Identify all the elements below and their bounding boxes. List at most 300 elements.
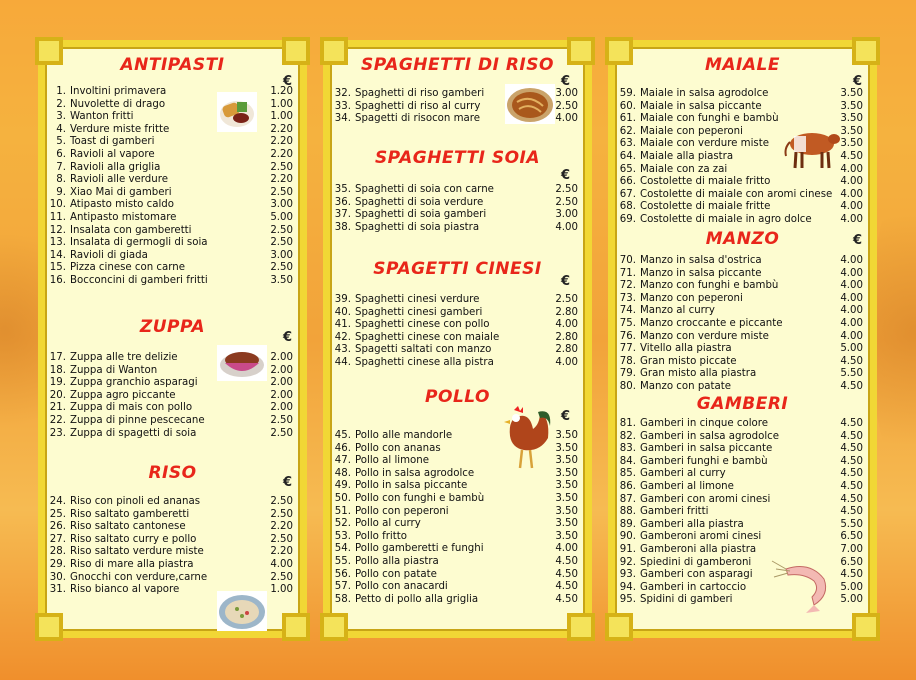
menu-item: [617, 456, 863, 469]
item-number: 36.: [334, 196, 351, 208]
menu-item: [617, 381, 863, 394]
item-price: 2.80: [555, 344, 578, 356]
item-number: 67.: [619, 188, 636, 200]
item-price: 2.50: [270, 533, 293, 545]
item-price: 2.20: [270, 521, 293, 533]
item-price: 2.50: [270, 237, 293, 249]
item-number: 68.: [619, 201, 636, 213]
item-number: 81.: [619, 418, 636, 429]
item-number: 95.: [619, 594, 636, 606]
item-price: 2.20: [270, 136, 293, 148]
item-number: 63.: [619, 138, 636, 150]
item-number: 35.: [334, 184, 351, 195]
item-number: 5.: [56, 136, 66, 148]
item-price: 6.50: [840, 556, 863, 568]
item-price: 4.00: [840, 201, 863, 213]
item-name: Spaghetti cinesi gamberi: [355, 306, 483, 318]
item-name: Verdure miste fritte: [70, 123, 170, 135]
item-number: 38.: [334, 221, 351, 233]
item-number: 71.: [619, 267, 636, 279]
section-title-pollo: POLLO: [425, 387, 490, 407]
item-name: Gamberi in salsa agrodolce: [640, 430, 780, 442]
item-number: 65.: [619, 163, 636, 175]
euro-symbol: €: [560, 409, 570, 424]
item-name: Riso saltato gamberetti: [70, 508, 190, 520]
menu-item: [617, 443, 863, 456]
item-number: 72.: [619, 280, 636, 292]
menu-item: [617, 293, 863, 306]
item-number: 23.: [49, 427, 66, 439]
item-price: 3.50: [840, 88, 863, 99]
item-price: 2.20: [270, 546, 293, 558]
item-price: 3.50: [270, 274, 293, 286]
panel-corner: [282, 613, 310, 641]
menu-item: [332, 332, 578, 345]
item-price: 3.50: [555, 430, 578, 441]
item-name: Spaghetti cinese con maiale: [355, 331, 500, 343]
item-number: 55.: [334, 555, 351, 567]
menu-item: [617, 494, 863, 507]
item-name: Gamberi fritti: [640, 506, 709, 518]
item-number: 4.: [56, 123, 66, 135]
item-price: 2.00: [270, 377, 293, 389]
item-price: 2.00: [270, 352, 293, 363]
item-name: Maiale in salsa piccante: [640, 100, 762, 112]
item-price: 1.00: [270, 111, 293, 123]
item-price: 3.50: [555, 530, 578, 542]
item-name: Riso saltato curry e pollo: [70, 533, 197, 545]
item-name: Spaghetti di soia piastra: [355, 221, 480, 233]
item-name: Antipasto mistomare: [70, 211, 177, 223]
menu-item: [617, 101, 863, 114]
menu-item: [332, 531, 578, 544]
item-number: 57.: [334, 581, 351, 593]
menu-item: [332, 222, 578, 235]
euro-symbol: €: [282, 330, 292, 345]
item-number: 10.: [49, 199, 66, 211]
item-number: 31.: [49, 584, 66, 596]
item-number: 25.: [49, 508, 66, 520]
item-name: Bocconcini di gamberi fritti: [70, 274, 208, 286]
item-price: 5.00: [840, 343, 863, 355]
item-number: 59.: [619, 88, 636, 99]
item-price: 2.50: [270, 224, 293, 236]
item-number: 40.: [334, 306, 351, 318]
menu-item: [332, 344, 578, 357]
item-name: Pollo al curry: [355, 518, 421, 530]
noodle-plate-photo: [505, 84, 555, 124]
item-price: 4.00: [840, 213, 863, 225]
item-number: 45.: [334, 430, 351, 441]
cow-icon: [780, 124, 842, 170]
item-number: 41.: [334, 319, 351, 331]
item-price: 4.50: [840, 506, 863, 518]
item-number: 16.: [49, 274, 66, 286]
item-number: 83.: [619, 443, 636, 455]
item-name: Maiale con za zai: [640, 163, 728, 175]
menu-item: [332, 319, 578, 332]
item-price: 4.50: [840, 569, 863, 581]
item-name: Manzo con funghi e bambù: [640, 280, 779, 292]
section-title-spaghetti-di-riso: SPAGHETTI DI RISO: [361, 55, 554, 75]
menu-item: [617, 418, 863, 431]
item-number: 50.: [334, 492, 351, 504]
item-number: 58.: [334, 593, 351, 605]
item-price: 4.00: [555, 221, 578, 233]
item-price: 3.50: [555, 505, 578, 517]
item-name: Pizza cinese con carne: [70, 262, 186, 274]
menu-item: [332, 556, 578, 569]
item-number: 66.: [619, 176, 636, 188]
item-number: 90.: [619, 531, 636, 543]
item-price: 3.50: [840, 138, 863, 150]
item-price: 3.00: [270, 199, 293, 211]
item-name: Pollo con funghi e bambù: [355, 492, 485, 504]
item-number: 20.: [49, 389, 66, 401]
menu-item: [332, 518, 578, 531]
item-name: Riso con pinoli ed ananas: [70, 496, 201, 507]
menu-item: [617, 343, 863, 356]
menu-item: [47, 149, 293, 162]
item-number: 89.: [619, 518, 636, 530]
item-name: Pollo con patate: [355, 568, 437, 580]
item-name: Maiale con peperoni: [640, 125, 743, 137]
item-name: Maiale in salsa agrodolce: [640, 88, 769, 99]
euro-symbol: €: [282, 475, 292, 490]
menu-item: [47, 390, 293, 403]
menu-item: [47, 428, 293, 441]
item-price: 3.50: [555, 467, 578, 479]
item-price: 2.20: [270, 123, 293, 135]
rice-plate-photo: [217, 591, 267, 631]
menu-item: [47, 572, 293, 585]
item-number: 2.: [56, 98, 66, 110]
menu-item: [617, 280, 863, 293]
section-title-gamberi: GAMBERI: [696, 394, 789, 414]
item-name: Spiedini di gamberoni: [640, 556, 752, 568]
item-number: 79.: [619, 368, 636, 380]
menu-item: [617, 189, 863, 202]
menu-item: [617, 176, 863, 189]
item-name: Nuvolette di drago: [70, 98, 166, 110]
menu-item: [47, 212, 293, 225]
item-number: 51.: [334, 505, 351, 517]
panel-corner: [320, 613, 348, 641]
menu-item: [332, 506, 578, 519]
item-price: 4.00: [840, 305, 863, 317]
item-number: 82.: [619, 430, 636, 442]
euro-symbol: €: [282, 74, 292, 89]
menu-item: [617, 481, 863, 494]
item-number: 42.: [334, 331, 351, 343]
item-number: 6.: [56, 148, 66, 160]
item-price: 3.50: [840, 100, 863, 112]
item-number: 77.: [619, 343, 636, 355]
menu-item: [47, 275, 293, 288]
item-price: 4.00: [840, 255, 863, 266]
item-price: 3.50: [840, 113, 863, 125]
item-number: 52.: [334, 518, 351, 530]
item-name: Manzo in salsa d'ostrica: [640, 255, 762, 266]
menu-item: [617, 431, 863, 444]
menu-item: [47, 187, 293, 200]
item-price: 3.00: [555, 88, 578, 99]
item-number: 93.: [619, 569, 636, 581]
section-title-riso: RISO: [148, 463, 197, 483]
item-price: 2.00: [270, 402, 293, 414]
item-name: Gnocchi con verdure,carne: [70, 571, 208, 583]
euro-symbol: €: [560, 74, 570, 89]
menu-item: [47, 509, 293, 522]
item-name: Gamberi con aromi cinesi: [640, 493, 771, 505]
item-number: 85.: [619, 468, 636, 480]
menu-item: [332, 209, 578, 222]
item-name: Costolette di maiale fritto: [640, 176, 771, 188]
menu-item: [332, 197, 578, 210]
item-name: Gamberi alla piastra: [640, 518, 744, 530]
item-name: Gamberi con asparagi: [640, 569, 753, 581]
menu-item: [47, 496, 293, 509]
item-price: 4.00: [840, 330, 863, 342]
item-name: Spaghetti di riso gamberi: [355, 88, 485, 99]
item-number: 78.: [619, 355, 636, 367]
item-name: Ravioli al vapore: [70, 148, 155, 160]
item-number: 17.: [49, 352, 66, 363]
item-name: Costolette di maiale in agro dolce: [640, 213, 812, 225]
item-name: Maiale con funghi e bambù: [640, 113, 779, 125]
item-name: Pollo gamberetti e funghi: [355, 543, 484, 555]
item-list-spaghetti-soia: [332, 184, 578, 234]
item-price: 5.00: [840, 594, 863, 606]
item-price: 4.00: [555, 356, 578, 368]
item-name: Pollo alle mandorle: [355, 430, 453, 441]
item-price: 2.50: [270, 414, 293, 426]
item-number: 18.: [49, 364, 66, 376]
item-number: 92.: [619, 556, 636, 568]
item-number: 22.: [49, 414, 66, 426]
item-price: 4.50: [840, 380, 863, 392]
item-list-manzo: [617, 255, 863, 394]
item-name: Maiale con verdure miste: [640, 138, 769, 150]
item-name: Costolette di maiale con aromi cinese: [640, 188, 833, 200]
panel-corner: [605, 613, 633, 641]
item-price: 4.50: [555, 555, 578, 567]
menu-item: [47, 250, 293, 263]
item-price: 2.50: [555, 184, 578, 195]
item-name: Manzo con patate: [640, 380, 732, 392]
item-name: Gamberoni aromi cinesi: [640, 531, 762, 543]
item-number: 7.: [56, 161, 66, 173]
item-name: Pollo fritto: [355, 530, 407, 542]
section-title-maiale: MAIALE: [704, 55, 780, 75]
menu-item: [617, 506, 863, 519]
menu-item: [617, 368, 863, 381]
menu-item: [617, 468, 863, 481]
item-number: 80.: [619, 380, 636, 392]
item-price: 4.00: [555, 319, 578, 331]
item-price: 4.00: [840, 267, 863, 279]
item-name: Spaghetti di soia con carne: [355, 184, 494, 195]
menu-item: [617, 214, 863, 227]
menu-item: [47, 199, 293, 212]
item-number: 60.: [619, 100, 636, 112]
item-price: 2.50: [270, 262, 293, 274]
item-name: Ravioli alle verdure: [70, 174, 168, 186]
item-name: Spaghetti cinese alla pistra: [355, 356, 494, 368]
item-number: 69.: [619, 213, 636, 225]
item-number: 26.: [49, 521, 66, 533]
item-name: Insalata di germogli di soia: [70, 237, 208, 249]
item-name: Involtini primavera: [70, 86, 167, 97]
item-name: Zuppa di mais con pollo: [70, 402, 193, 414]
item-name: Spaghetti di soia gamberi: [355, 209, 487, 221]
item-price: 4.50: [555, 593, 578, 605]
menu-item: [47, 521, 293, 534]
item-name: Riso saltato verdure miste: [70, 546, 204, 558]
item-number: 11.: [49, 211, 66, 223]
item-price: 1.20: [270, 86, 293, 97]
item-number: 3.: [56, 111, 66, 123]
item-number: 94.: [619, 581, 636, 593]
item-number: 91.: [619, 543, 636, 555]
item-number: 30.: [49, 571, 66, 583]
item-name: Pollo alla piastra: [355, 555, 439, 567]
item-price: 4.50: [840, 355, 863, 367]
item-name: Atipasto misto caldo: [70, 199, 174, 211]
item-name: Zuppa granchio asparagi: [70, 377, 198, 389]
menu-item: [617, 519, 863, 532]
item-number: 87.: [619, 493, 636, 505]
item-price: 2.50: [270, 571, 293, 583]
item-name: Zuppa di Wanton: [70, 364, 158, 376]
menu-item: [617, 356, 863, 369]
menu-item: [617, 305, 863, 318]
menu-item: [47, 534, 293, 547]
item-price: 4.50: [840, 480, 863, 492]
item-number: 76.: [619, 330, 636, 342]
item-number: 73.: [619, 292, 636, 304]
shrimp-icon: [770, 555, 840, 615]
item-name: Riso di mare alla piastra: [70, 558, 194, 570]
item-price: 2.50: [270, 427, 293, 439]
item-price: 3.00: [555, 209, 578, 221]
item-name: Gamberi al limone: [640, 480, 734, 492]
item-number: 86.: [619, 480, 636, 492]
item-price: 1.00: [270, 98, 293, 110]
item-price: 4.50: [840, 430, 863, 442]
item-price: 4.00: [840, 188, 863, 200]
item-name: Gamberoni alla piastra: [640, 543, 757, 555]
item-price: 2.20: [270, 174, 293, 186]
item-list-riso: [47, 496, 293, 597]
item-number: 53.: [334, 530, 351, 542]
menu-item: [47, 225, 293, 238]
menu-item: [617, 531, 863, 544]
item-number: 56.: [334, 568, 351, 580]
item-name: Zuppa agro piccante: [70, 389, 176, 401]
item-name: Manzo in salsa piccante: [640, 267, 762, 279]
item-name: Manzo con verdure miste: [640, 330, 769, 342]
item-name: Spaghetti di riso al curry: [355, 100, 481, 112]
item-name: Spagetti saltati con manzo: [355, 344, 492, 356]
item-name: Zuppa di spagetti di soia: [70, 427, 197, 439]
item-number: 34.: [334, 113, 351, 125]
item-number: 15.: [49, 262, 66, 274]
menu-panel-2: [323, 40, 592, 638]
item-name: Pollo al limone: [355, 455, 429, 467]
menu-item: [332, 581, 578, 594]
item-number: 12.: [49, 224, 66, 236]
menu-item: [332, 307, 578, 320]
item-name: Toast di gamberi: [70, 136, 155, 148]
item-number: 33.: [334, 100, 351, 112]
item-number: 14.: [49, 249, 66, 261]
item-name: Zuppa di pinne pescecane: [70, 414, 205, 426]
item-price: 3.50: [555, 455, 578, 467]
item-price: 5.50: [840, 368, 863, 380]
item-number: 43.: [334, 344, 351, 356]
soup-bowl-photo: [217, 345, 267, 381]
spring-rolls-photo: [217, 92, 257, 132]
item-price: 2.50: [555, 100, 578, 112]
item-price: 3.50: [555, 518, 578, 530]
item-number: 44.: [334, 356, 351, 368]
item-name: Gamberi in salsa piccante: [640, 443, 773, 455]
item-price: 5.50: [840, 518, 863, 530]
menu-item: [617, 331, 863, 344]
section-title-spaghetti-soia: SPAGHETTI SOIA: [374, 148, 541, 168]
item-number: 47.: [334, 455, 351, 467]
menu-item: [332, 294, 578, 307]
item-name: Gran misto piccate: [640, 355, 737, 367]
item-price: 4.50: [840, 493, 863, 505]
item-name: Ravioli di giada: [70, 249, 148, 261]
item-number: 28.: [49, 546, 66, 558]
item-number: 1.: [56, 86, 66, 97]
item-number: 24.: [49, 496, 66, 507]
item-price: 7.00: [840, 543, 863, 555]
item-price: 4.00: [840, 317, 863, 329]
section-title-antipasti: ANTIPASTI: [120, 55, 225, 75]
item-name: Spagetti di risocon mare: [355, 113, 480, 125]
menu-item: [47, 546, 293, 559]
item-name: Spidini di gamberi: [640, 594, 733, 606]
rooster-icon: [500, 404, 555, 472]
item-number: 84.: [619, 455, 636, 467]
item-name: Zuppa alle tre delizie: [70, 352, 178, 363]
item-name: Xiao Mai di gamberi: [70, 186, 172, 198]
item-price: 4.50: [840, 418, 863, 429]
euro-symbol: €: [560, 168, 570, 183]
item-price: 3.50: [555, 492, 578, 504]
item-name: Spaghetti cinesi verdure: [355, 294, 480, 305]
item-price: 2.20: [270, 148, 293, 160]
menu-panel-3: [608, 40, 877, 638]
menu-item: [332, 569, 578, 582]
item-price: 2.80: [555, 331, 578, 343]
menu-item: [47, 262, 293, 275]
item-number: 46.: [334, 442, 351, 454]
item-price: 2.50: [270, 508, 293, 520]
item-number: 32.: [334, 88, 351, 99]
item-name: Gamberi in cinque colore: [640, 418, 769, 429]
item-number: 75.: [619, 317, 636, 329]
menu-item: [617, 88, 863, 101]
item-price: 4.50: [555, 581, 578, 593]
section-title-spagetti-cinesi: SPAGETTI CINESI: [373, 259, 542, 279]
item-name: Manzo al curry: [640, 305, 715, 317]
item-price: 2.00: [270, 389, 293, 401]
